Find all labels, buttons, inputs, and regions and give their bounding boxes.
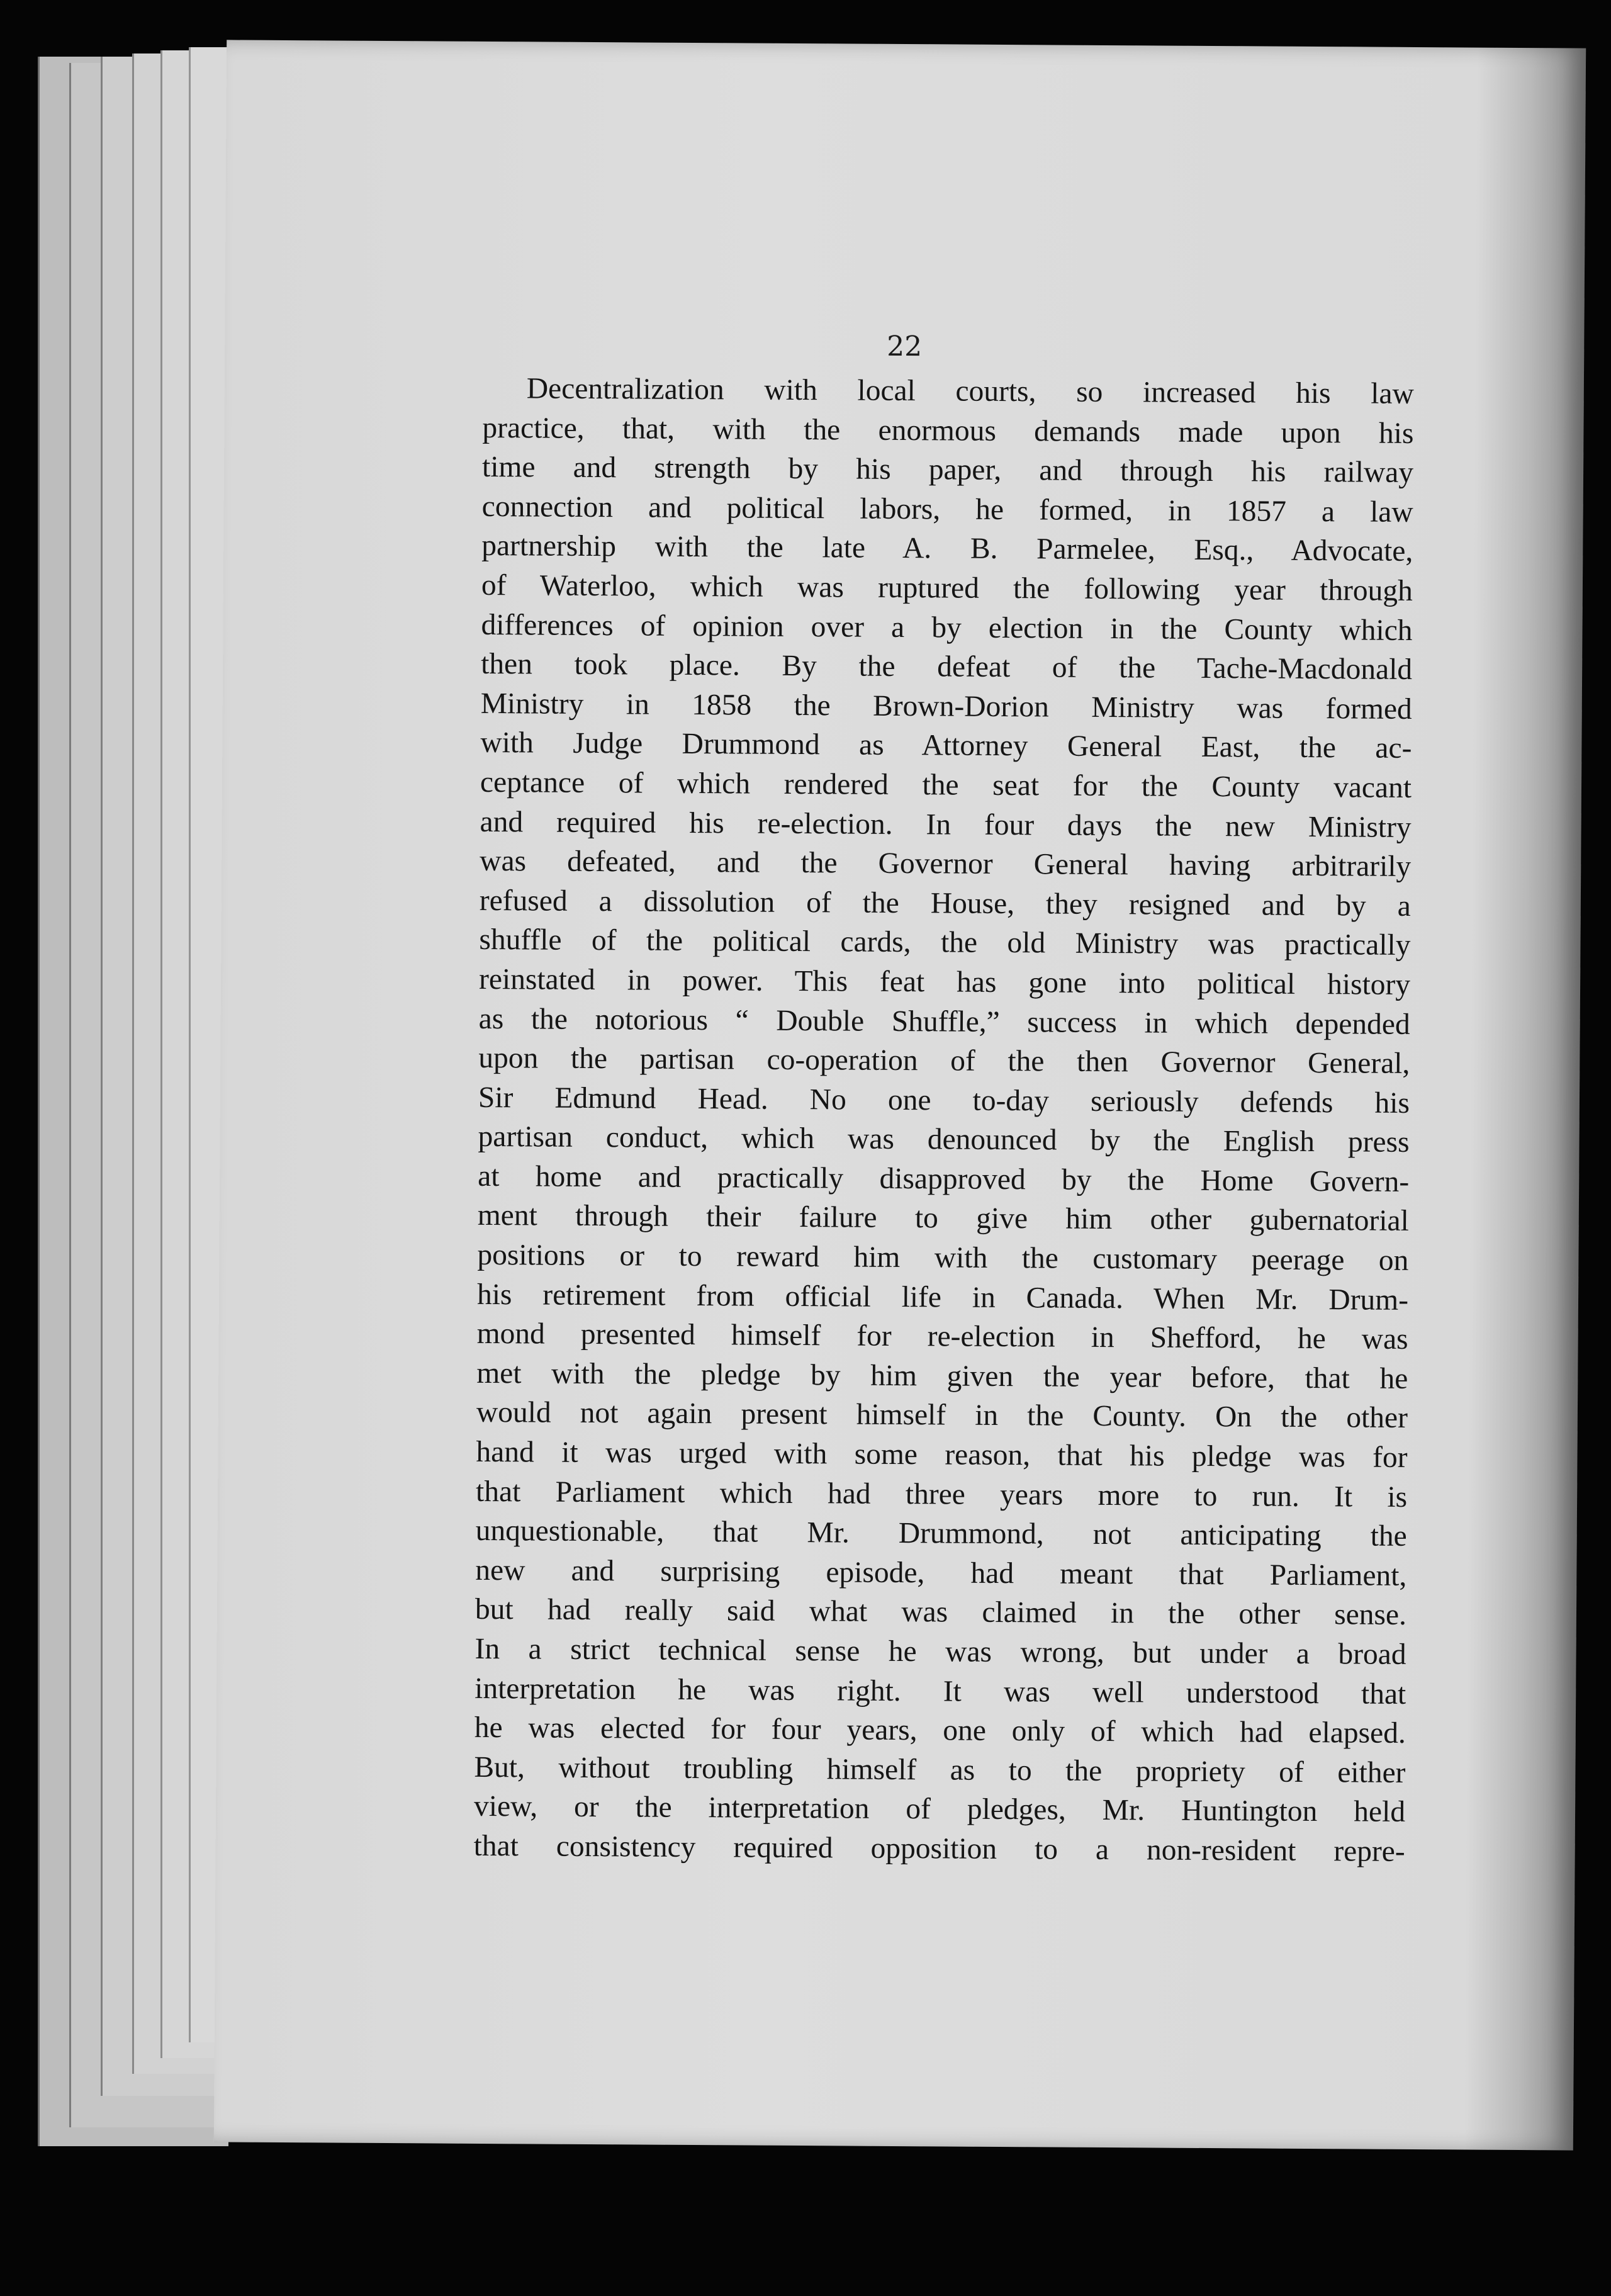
- text-line: then took place. By the defeat of the Tache-Macdonald: [481, 648, 1413, 687]
- text-line: unquestionable, that Mr. Drummond, not anticipating the: [475, 1514, 1407, 1553]
- text-line: was defeated, and the Governor General having arbitrarily: [480, 845, 1412, 884]
- text-line: mond presented himself for re-election in Shefford, he was: [476, 1317, 1408, 1356]
- text-line: his retirement from official life in Canada. When Mr. Drum-: [476, 1278, 1409, 1317]
- text-line: reinstated in power. This feat has gone into political history: [478, 962, 1411, 1001]
- text-line: partisan conduct, which was denounced by the English press: [478, 1120, 1410, 1159]
- page-number: 22: [887, 330, 923, 363]
- text-line: positions or to reward him with the customary peerage on: [477, 1238, 1409, 1278]
- text-line: with Judge Drummond as Attorney General East, the ac-: [480, 726, 1412, 765]
- text-line: would not again present himself in the County. On the other: [476, 1396, 1408, 1435]
- text-line: shuffle of the political cards, the old Ministry was practically: [479, 923, 1411, 962]
- text-line: partnership with the late A. B. Parmelee, Esq., Advocate,: [481, 529, 1413, 568]
- text-line: as the notorious “ Double Shuffle,” success in which depended: [478, 1002, 1410, 1041]
- text-line: But, without troubling himself as to the propriety of either: [474, 1750, 1406, 1789]
- text-line: at home and practically disapproved by the Home Govern-: [478, 1159, 1410, 1198]
- text-line: time and strength by his paper, and through his railway: [481, 451, 1414, 490]
- text-line: hand it was urged with some reason, that his pledge was for: [476, 1435, 1408, 1474]
- text-line: In a strict technical sense he was wrong, but under a broad: [474, 1632, 1406, 1671]
- text-line: ment through their failure to give him other gubernatorial: [477, 1199, 1409, 1238]
- text-line: of Waterloo, which was ruptured the following year through: [481, 568, 1413, 607]
- text-line: differences of opinion over a by election in the County which: [481, 608, 1413, 647]
- text-line: refused a dissolution of the House, they resigned and by a: [479, 884, 1412, 923]
- text-line: that Parliament which had three years more to run. It is: [475, 1475, 1408, 1514]
- body-text: [474, 369, 1415, 1872]
- text-line: met with the pledge by him given the year before, that he: [476, 1356, 1408, 1395]
- text-line: interpretation he was right. It was well understood that: [474, 1672, 1406, 1711]
- text-line: new and surprising episode, had meant that Parliament,: [475, 1553, 1407, 1592]
- text-line: but had really said what was claimed in the other sense.: [474, 1593, 1407, 1632]
- text-line: view, or the interpretation of pledges, Mr. Huntington held: [473, 1790, 1406, 1829]
- text-line: and required his re-election. In four days the new Ministry: [480, 805, 1412, 844]
- text-line: upon the partisan co-operation of the then Governor General,: [478, 1042, 1410, 1081]
- text-line: Decentralization with local courts, so increased his law: [526, 372, 1414, 410]
- text-line: practice, that, with the enormous demands made upon his: [482, 411, 1414, 450]
- text-line: that consistency required opposition to a non-resident repre-: [473, 1829, 1405, 1868]
- text-line: connection and political labors, he formed, in 1857 a law: [481, 490, 1413, 529]
- text-line: Ministry in 1858 the Brown-Dorion Ministry was formed: [480, 687, 1412, 726]
- text-line: ceptance of which rendered the seat for the County vacant: [480, 765, 1412, 804]
- book-page: [214, 40, 1586, 2150]
- text-line: Sir Edmund Head. No one to-day seriously defends his: [478, 1081, 1410, 1120]
- text-line: he was elected for four years, one only of which had elapsed.: [474, 1711, 1406, 1750]
